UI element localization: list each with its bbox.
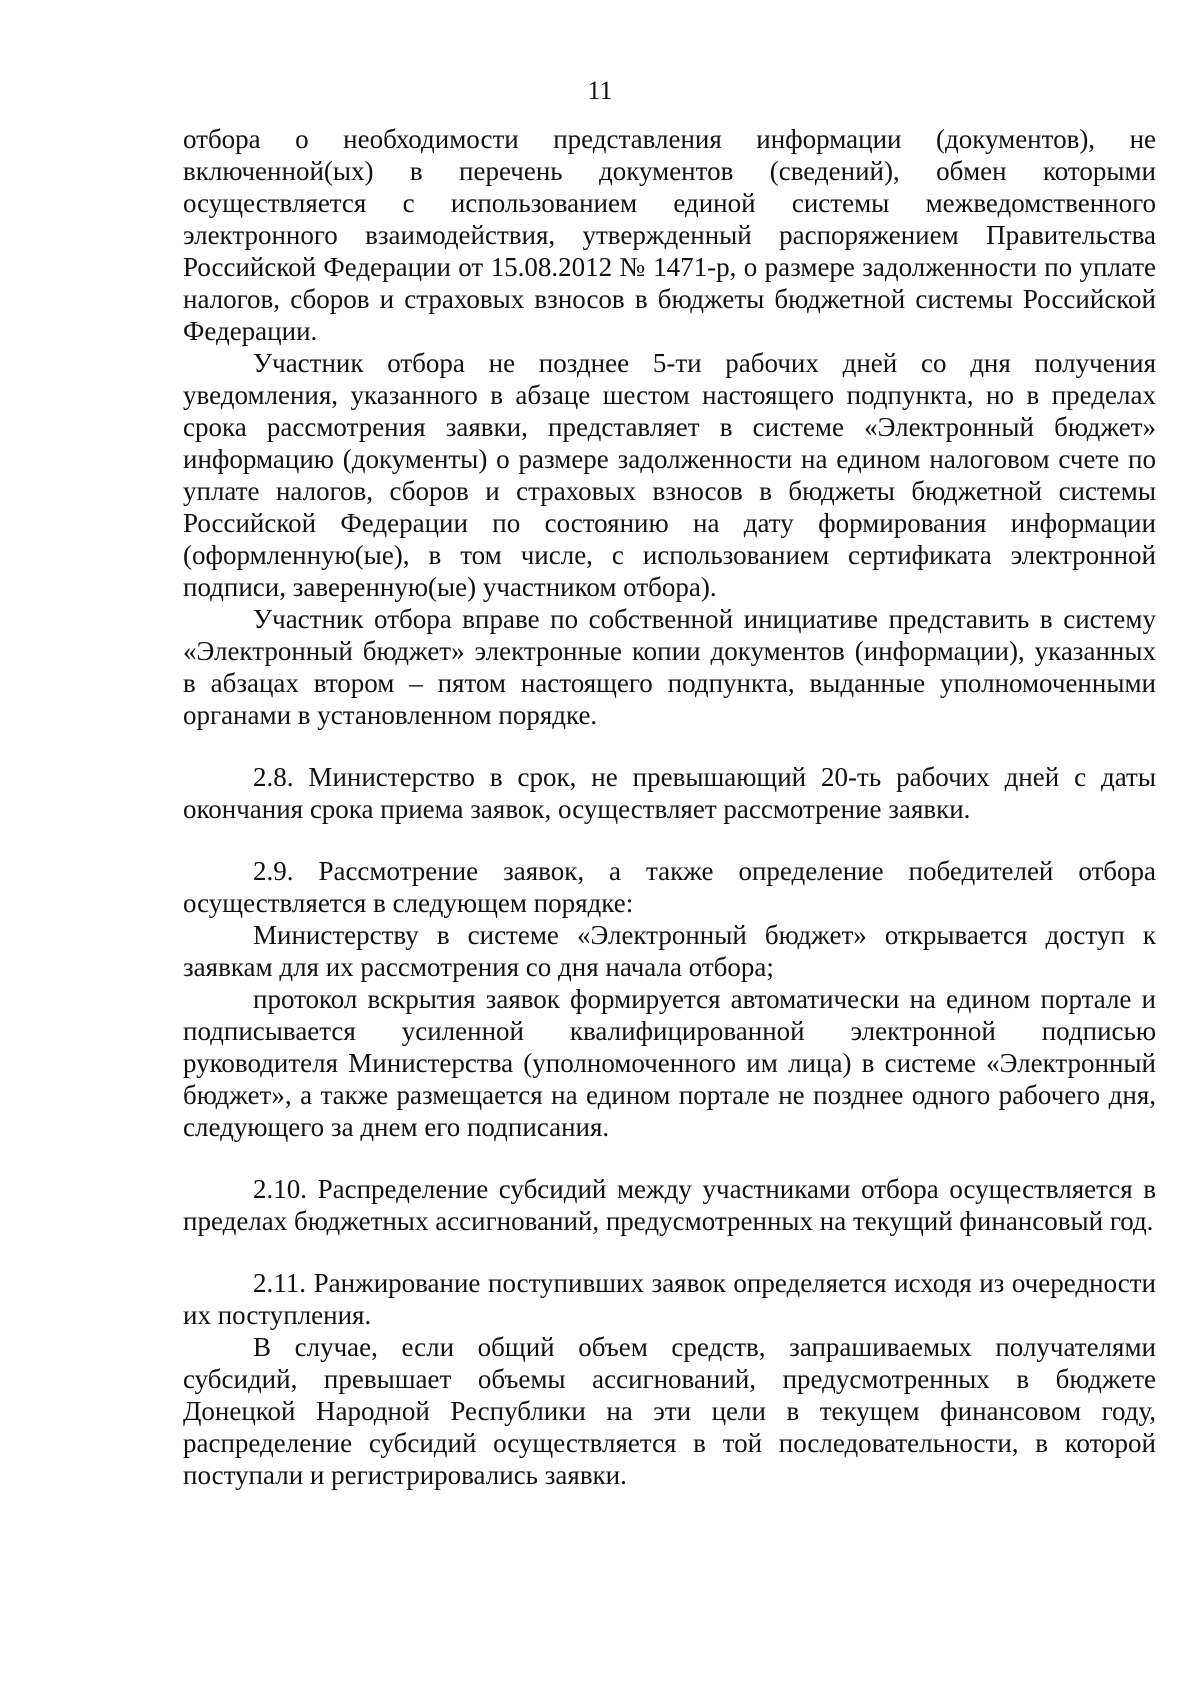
paragraph-2-9: 2.9. Рассмотрение заявок, а также определение победителей отбора осуществляется в следующем порядке: xyxy=(183,856,1156,918)
section-gap xyxy=(183,825,1156,855)
paragraph-2-10: 2.10. Распределение субсидий между участниками отбора осуществляется в пределах бюджетных ассигнований, предусмотренных на текущий финансовый год. xyxy=(183,1174,1156,1236)
paragraph-2-11: 2.11. Ранжирование поступивших заявок определяется исходя из очередности их поступления. xyxy=(183,1268,1156,1330)
paragraph-2-8: 2.8. Министерство в срок, не превышающий 20-ть рабочих дней с даты окончания срока приема заявок, осуществляет рассмотрение заявки. xyxy=(183,762,1156,824)
section-gap xyxy=(183,1237,1156,1267)
paragraph-distribution-order: В случае, если общий объем средств, запрашиваемых получателями субсидий, превышает объемы ассигнований, предусмотренных в бюджете Донецкой Народной Республики на эти цели в текущем финансовом году, распределение субсидий осуществляется в той последовательности, в которой поступали и регистрировались заявки. xyxy=(183,1332,1156,1490)
section-gap xyxy=(183,731,1156,761)
paragraph-ministry-access: Министерству в системе «Электронный бюджет» открывается доступ к заявкам для их рассмотрения со дня начала отбора; xyxy=(183,920,1156,982)
paragraph-participant-initiative: Участник отбора вправе по собственной инициативе представить в систему «Электронный бюджет» электронные копии документов (информации), указанных в абзацах втором – пятом настоящего подпункта, выданные уполномоченными органами в установленном порядке. xyxy=(183,604,1156,730)
document-body xyxy=(183,123,1156,1491)
paragraph-opening-protocol: протокол вскрытия заявок формируется автоматически на едином портале и подписывается усиленной квалифицированной электронной подписью руководителя Министерства (уполномоченного им лица) в системе «Электронный бюджет», а также размещается на едином портале не позднее одного рабочего дня, следующего за днем его подписания. xyxy=(183,984,1156,1142)
page-number: 11 xyxy=(587,76,613,105)
paragraph-participant-deadline: Участник отбора не позднее 5-ти рабочих дней со дня получения уведомления, указанного в абзаце шестом настоящего подпункта, но в пределах срока рассмотрения заявки, представляет в системе «Электронный бюджет» информацию (документы) о размере задолженности на едином налоговом счете по уплате налогов, сборов и страховых взносов в бюджеты бюджетной системы Российской Федерации по состоянию на дату формирования информации (оформленную(ые), в том числе, с использованием сертификата электронной подписи, заверенную(ые) участником отбора). xyxy=(183,348,1156,602)
paragraph-continuation: отбора о необходимости представления информации (документов), не включенной(ых) в перечень документов (сведений), обмен которыми осуществляется с использованием единой системы межведомственного электронного взаимодействия, утвержденный распоряжением Правительства Российской Федерации от 15.08.2012 № 1471-р, о размере задолженности по уплате налогов, сборов и страховых взносов в бюджеты бюджетной системы Российской Федерации. xyxy=(183,124,1156,346)
section-gap xyxy=(183,1143,1156,1173)
